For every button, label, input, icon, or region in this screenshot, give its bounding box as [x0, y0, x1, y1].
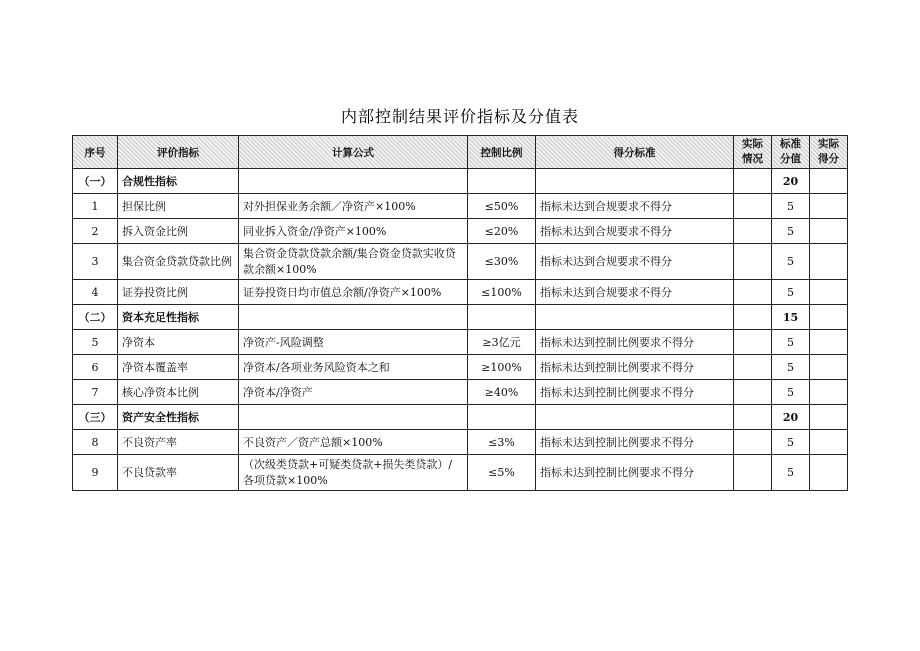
row-score: 5 — [772, 194, 810, 219]
row-indicator: 证券投资比例 — [118, 280, 239, 305]
section-row — [73, 305, 848, 330]
row-score: 5 — [772, 355, 810, 380]
row-indicator: 不良贷款率 — [118, 455, 239, 491]
row-standard: 指标未达到合规要求不得分 — [536, 244, 734, 280]
row-ratio: ≤20% — [468, 219, 536, 244]
row-ratio: ≥40% — [468, 380, 536, 405]
row-ratio: ≤5% — [468, 455, 536, 491]
section-name: 合规性指标 — [118, 169, 239, 194]
row-score: 5 — [772, 430, 810, 455]
row-formula: 集合资金贷款贷款余额/集合资金贷款实收贷款余额×100% — [239, 244, 468, 280]
row-score: 5 — [772, 330, 810, 355]
row-no: 1 — [73, 194, 118, 219]
header-score — [772, 136, 810, 169]
row-no: 7 — [73, 380, 118, 405]
header-got-line1: 实际 — [818, 138, 839, 150]
row-ratio: ≤30% — [468, 244, 536, 280]
evaluation-table — [72, 135, 848, 491]
section-name: 资本充足性指标 — [118, 305, 239, 330]
header-got — [810, 136, 848, 169]
row-formula: 对外担保业务余额／净资产×100% — [239, 194, 468, 219]
page-title: 内部控制结果评价指标及分值表 — [340, 107, 579, 126]
table-row — [73, 455, 848, 491]
section-row — [73, 405, 848, 430]
row-no: 9 — [73, 455, 118, 491]
row-formula: 同业拆入资金/净资产×100% — [239, 219, 468, 244]
section-score: 15 — [772, 305, 810, 330]
section-no: （一） — [73, 169, 118, 194]
row-formula: （次级类贷款+可疑类贷款+损失类贷款）/各项贷款×100% — [239, 455, 468, 491]
header-actual — [734, 136, 772, 169]
row-no: 4 — [73, 280, 118, 305]
row-ratio: ≥3亿元 — [468, 330, 536, 355]
row-score: 5 — [772, 244, 810, 280]
row-standard: 指标未达到控制比例要求不得分 — [536, 455, 734, 491]
row-no: 8 — [73, 430, 118, 455]
row-no: 2 — [73, 219, 118, 244]
row-standard: 指标未达到控制比例要求不得分 — [536, 330, 734, 355]
table-row — [73, 219, 848, 244]
row-indicator: 集合资金贷款贷款比例 — [118, 244, 239, 280]
header-score-line2: 分值 — [780, 153, 801, 165]
row-standard: 指标未达到控制比例要求不得分 — [536, 355, 734, 380]
table-row — [73, 330, 848, 355]
table-row — [73, 380, 848, 405]
row-indicator: 核心净资本比例 — [118, 380, 239, 405]
row-indicator: 净资本覆盖率 — [118, 355, 239, 380]
header-score-line1: 标准 — [780, 138, 801, 150]
row-score: 5 — [772, 380, 810, 405]
row-ratio: ≤50% — [468, 194, 536, 219]
header-row — [73, 136, 848, 169]
row-indicator: 不良资产率 — [118, 430, 239, 455]
row-standard: 指标未达到合规要求不得分 — [536, 280, 734, 305]
section-row — [73, 169, 848, 194]
table-row — [73, 280, 848, 305]
row-ratio: ≤3% — [468, 430, 536, 455]
section-score: 20 — [772, 405, 810, 430]
row-formula: 净资本/净资产 — [239, 380, 468, 405]
row-no: 5 — [73, 330, 118, 355]
row-formula: 证券投资日均市值总余额/净资产×100% — [239, 280, 468, 305]
row-standard: 指标未达到控制比例要求不得分 — [536, 430, 734, 455]
row-indicator: 拆入资金比例 — [118, 219, 239, 244]
header-actual-line2: 情况 — [742, 153, 763, 165]
row-ratio: ≤100% — [468, 280, 536, 305]
section-no: （三） — [73, 405, 118, 430]
header-indicator: 评价指标 — [118, 136, 239, 169]
row-indicator: 担保比例 — [118, 194, 239, 219]
row-score: 5 — [772, 219, 810, 244]
row-formula: 净资产-风险调整 — [239, 330, 468, 355]
row-formula: 不良资产／资产总额×100% — [239, 430, 468, 455]
table-row — [73, 194, 848, 219]
header-no: 序号 — [73, 136, 118, 169]
row-no: 6 — [73, 355, 118, 380]
header-ratio: 控制比例 — [468, 136, 536, 169]
header-formula: 计算公式 — [239, 136, 468, 169]
row-formula: 净资本/各项业务风险资本之和 — [239, 355, 468, 380]
row-score: 5 — [772, 455, 810, 491]
row-score: 5 — [772, 280, 810, 305]
header-got-line2: 得分 — [818, 153, 839, 165]
section-score: 20 — [772, 169, 810, 194]
row-indicator: 净资本 — [118, 330, 239, 355]
header-standard: 得分标准 — [536, 136, 734, 169]
row-no: 3 — [73, 244, 118, 280]
row-standard: 指标未达到合规要求不得分 — [536, 219, 734, 244]
row-standard: 指标未达到合规要求不得分 — [536, 194, 734, 219]
section-name: 资产安全性指标 — [118, 405, 239, 430]
table-row — [73, 355, 848, 380]
table-row — [73, 430, 848, 455]
row-standard: 指标未达到控制比例要求不得分 — [536, 380, 734, 405]
table-row — [73, 244, 848, 280]
row-ratio: ≥100% — [468, 355, 536, 380]
header-actual-line1: 实际 — [742, 138, 763, 150]
section-no: （二） — [73, 305, 118, 330]
